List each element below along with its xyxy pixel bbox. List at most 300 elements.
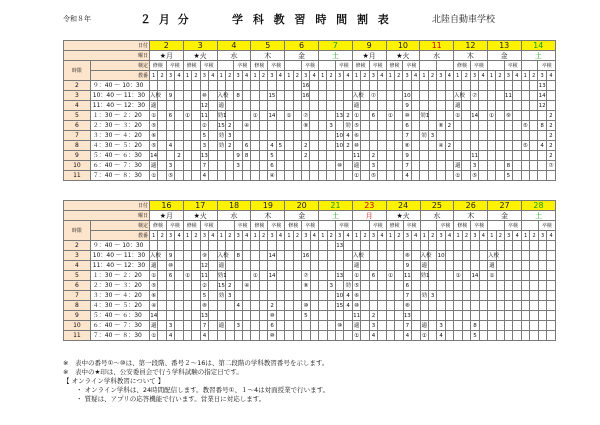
lesson-cell <box>529 121 537 131</box>
lesson-cell <box>276 271 284 281</box>
lesson-cell: 適 <box>454 102 461 109</box>
lesson-cell <box>327 91 335 101</box>
lesson-cell: 7 <box>200 321 208 331</box>
lesson-cell <box>344 261 352 271</box>
slot-number: 1 <box>420 71 428 81</box>
lesson-cell <box>310 141 318 151</box>
slot-number: 3 <box>302 71 310 81</box>
slot-number: 4 <box>276 231 284 241</box>
lesson-cell: ⑧ <box>404 302 410 309</box>
lesson-cell: ① <box>455 272 461 279</box>
date-cell: 11 <box>420 41 454 51</box>
page-title: 学 科 教 習 時 間 割 表 <box>232 13 392 26</box>
lesson-cell <box>471 261 479 271</box>
weekday-cell: 土 <box>521 211 555 221</box>
lesson-cell: 3 <box>234 161 242 171</box>
lesson-cell <box>361 151 369 161</box>
lesson-cell <box>175 161 183 171</box>
period-number: 4 <box>64 101 91 111</box>
lesson-cell <box>175 321 183 331</box>
lesson-cell <box>369 101 377 111</box>
lesson-cell <box>310 291 318 301</box>
lesson-cell: 16 <box>302 92 310 99</box>
lesson-cell: ⑨ <box>201 252 207 259</box>
lesson-cell <box>319 331 327 341</box>
lesson-cell <box>529 151 537 161</box>
lesson-cell <box>428 141 436 151</box>
lesson-cell <box>251 91 259 101</box>
slot-number: 1 <box>521 71 529 81</box>
lesson-cell <box>158 171 166 181</box>
lesson-cell <box>158 111 166 121</box>
slot-number: 3 <box>505 231 513 241</box>
lesson-cell <box>285 321 293 331</box>
date-cell: 2 <box>149 41 183 51</box>
lesson-cell <box>175 291 183 301</box>
lesson-cell: 7 <box>200 161 208 171</box>
lesson-cell <box>344 91 352 101</box>
lesson-cell <box>411 111 419 121</box>
lesson-cell <box>386 171 394 181</box>
lesson-cell <box>302 331 310 341</box>
lesson-cell: 2 <box>344 141 352 151</box>
lesson-cell <box>513 321 521 331</box>
period-number: 8 <box>64 301 91 311</box>
lesson-cell: ⑩ <box>404 112 410 119</box>
lesson-cell <box>496 301 504 311</box>
lesson-cell <box>268 81 276 91</box>
row-label-exam: 検定 <box>90 221 149 231</box>
lesson-cell <box>183 301 191 311</box>
period-time: ５：40 ～ ６：30 <box>90 311 149 321</box>
lesson-cell: 4 <box>234 301 242 311</box>
lesson-cell <box>344 331 352 341</box>
lesson-cell: 11 <box>471 152 479 159</box>
lesson-cell: 適 <box>218 102 225 109</box>
month-label: ２ 月 分 <box>140 13 191 26</box>
lesson-cell: 13 <box>200 312 208 319</box>
lesson-cell <box>471 241 479 251</box>
lesson-cell <box>479 331 487 341</box>
lesson-cell <box>327 251 335 261</box>
lesson-cell <box>378 141 386 151</box>
slot-number: 3 <box>166 71 174 81</box>
lesson-cell <box>513 111 521 121</box>
lesson-cell <box>285 81 293 91</box>
slot-number: 4 <box>547 231 556 241</box>
lesson-cell <box>344 81 352 91</box>
lesson-cell <box>251 121 259 131</box>
lesson-cell: 16 <box>302 252 310 259</box>
lesson-cell <box>437 281 445 291</box>
lesson-cell <box>428 241 436 251</box>
lesson-cell <box>293 91 301 101</box>
period-row <box>64 331 556 341</box>
lesson-cell: 3 <box>327 281 335 291</box>
lesson-cell <box>183 101 191 111</box>
lesson-cell: 2 <box>226 281 234 291</box>
lesson-cell: 10 <box>336 142 344 149</box>
lesson-cell <box>479 301 487 311</box>
lesson-cell <box>454 281 462 291</box>
lesson-cell <box>319 261 327 271</box>
period-time: ４：30 ～ ５：20 <box>90 141 149 151</box>
lesson-cell <box>378 281 386 291</box>
lesson-cell <box>513 131 521 141</box>
lesson-cell <box>521 101 529 111</box>
lesson-cell: 3 <box>166 161 174 171</box>
lesson-cell <box>158 281 166 291</box>
lesson-cell <box>529 131 537 141</box>
lesson-cell: 入校 <box>420 252 432 259</box>
lesson-cell <box>479 171 487 181</box>
lesson-cell <box>293 81 301 91</box>
slot-number: 1 <box>488 231 496 241</box>
period-time: ３：30 ～ ４：20 <box>90 291 149 301</box>
lesson-cell <box>513 141 521 151</box>
lesson-cell <box>386 251 394 261</box>
lesson-cell <box>445 321 453 331</box>
lesson-cell <box>217 331 225 341</box>
slot-number: 1 <box>352 231 360 241</box>
lesson-cell: 9 <box>166 251 174 261</box>
lesson-cell <box>521 111 529 121</box>
lesson-cell <box>175 141 183 151</box>
slot-number: 4 <box>242 71 250 81</box>
lesson-cell <box>251 141 259 151</box>
slot-number: 2 <box>394 71 402 81</box>
lesson-cell <box>285 281 293 291</box>
lesson-cell: 14 <box>268 112 276 119</box>
lesson-cell: 11 <box>403 272 411 279</box>
lesson-cell <box>268 121 276 131</box>
lesson-cell <box>234 141 242 151</box>
row-label-date: 日付 <box>64 201 150 211</box>
lesson-cell <box>175 111 183 121</box>
lesson-cell: ① <box>252 272 258 279</box>
lesson-cell <box>310 331 318 341</box>
lesson-cell <box>276 291 284 301</box>
lesson-cell: 2 <box>369 151 377 161</box>
lesson-cell <box>378 91 386 101</box>
lesson-cell: 3 <box>225 131 233 141</box>
lesson-cell: ① <box>286 112 292 119</box>
period-row <box>64 251 556 261</box>
lesson-cell <box>226 301 234 311</box>
lesson-cell <box>521 131 529 141</box>
lesson-cell <box>462 311 470 321</box>
lesson-cell <box>538 241 546 251</box>
exam-type-shuken: 修検 <box>352 61 369 71</box>
exam-type-shuken <box>488 221 505 231</box>
lesson-cell <box>369 241 377 251</box>
lesson-cell <box>276 311 284 321</box>
lesson-cell <box>209 141 217 151</box>
lesson-cell <box>158 101 166 111</box>
lesson-cell <box>479 161 487 171</box>
lesson-cell <box>437 311 445 321</box>
lesson-cell <box>217 151 225 161</box>
slot-number: 3 <box>234 71 242 81</box>
lesson-cell <box>496 101 504 111</box>
lesson-cell <box>487 91 495 101</box>
lesson-cell: 2 <box>445 141 453 151</box>
lesson-cell: ① <box>354 272 360 279</box>
lesson-cell <box>276 151 284 161</box>
lesson-cell <box>530 291 538 301</box>
lesson-cell: 適 <box>150 262 157 269</box>
lesson-cell <box>344 321 352 331</box>
lesson-cell <box>319 301 327 311</box>
exam-type-sotsuken: 卒検 <box>470 61 487 71</box>
lesson-cell <box>488 241 496 251</box>
lesson-cell: 5 <box>200 291 208 301</box>
lesson-cell <box>505 291 513 301</box>
lesson-cell: ① <box>185 272 190 279</box>
lesson-cell <box>259 331 267 341</box>
lesson-cell <box>547 291 556 301</box>
lesson-cell <box>394 81 402 91</box>
lesson-cell <box>285 161 293 171</box>
lesson-cell <box>251 151 259 161</box>
lesson-cell: ① <box>353 112 359 119</box>
lesson-cell <box>276 131 284 141</box>
lesson-cell <box>547 281 556 291</box>
slot-number: 1 <box>420 231 428 241</box>
lesson-cell <box>378 301 386 311</box>
lesson-cell <box>454 291 462 301</box>
period-row <box>64 281 556 291</box>
weekday-cell: 水 <box>217 211 251 221</box>
lesson-cell <box>234 291 242 301</box>
lesson-cell <box>175 121 183 131</box>
lesson-cell <box>217 241 225 251</box>
lesson-cell <box>166 311 174 321</box>
lesson-cell <box>285 131 293 141</box>
weekday-cell: 土 <box>318 51 352 61</box>
lesson-cell <box>268 281 276 291</box>
lesson-cell <box>242 171 250 181</box>
lesson-cell: 適 <box>421 322 427 329</box>
lesson-cell <box>513 101 521 111</box>
lesson-cell <box>462 271 470 281</box>
exam-type-shuken <box>217 61 234 71</box>
lesson-cell: 9 <box>403 101 411 111</box>
lesson-cell <box>175 171 183 181</box>
lesson-cell <box>513 81 521 91</box>
lesson-cell <box>521 81 529 91</box>
slot-number: 2 <box>293 71 301 81</box>
exam-type-sotsuken: 卒検 <box>234 61 251 71</box>
lesson-cell: ④ <box>244 122 250 129</box>
lesson-cell: ⑤ <box>370 172 376 179</box>
lesson-cell <box>166 151 174 161</box>
lesson-cell <box>242 81 250 91</box>
lesson-cell <box>395 321 403 331</box>
lesson-cell <box>445 161 453 171</box>
period-row <box>64 171 556 181</box>
lesson-cell: 12 <box>200 262 208 269</box>
lesson-cell <box>378 291 386 301</box>
lesson-cell <box>445 251 453 261</box>
lesson-cell: 2 <box>225 121 233 131</box>
lesson-cell: ⑩ <box>354 302 360 309</box>
lesson-cell <box>226 271 234 281</box>
lesson-cell: 入校 <box>488 252 500 259</box>
period-row <box>64 301 556 311</box>
lesson-cell <box>487 101 495 111</box>
lesson-cell: ⑦ <box>546 161 555 171</box>
lesson-cell <box>547 331 556 341</box>
lesson-cell: 3 <box>428 131 436 141</box>
lesson-cell <box>412 261 420 271</box>
lesson-cell <box>344 251 352 261</box>
lesson-cell <box>462 111 470 121</box>
lesson-cell <box>158 311 166 321</box>
lesson-cell <box>454 141 462 151</box>
lesson-cell: 8 <box>242 151 250 161</box>
exam-type-shuken <box>318 61 335 71</box>
lesson-cell <box>505 331 513 341</box>
lesson-cell <box>547 241 556 251</box>
lesson-cell <box>411 91 419 101</box>
lesson-cell <box>496 271 504 281</box>
lesson-cell <box>445 301 453 311</box>
lesson-cell <box>454 81 462 91</box>
lesson-cell <box>428 331 436 341</box>
lesson-cell <box>192 291 200 301</box>
slot-number: 1 <box>487 71 495 81</box>
lesson-cell <box>310 251 318 261</box>
lesson-cell: ② <box>201 282 207 289</box>
lesson-cell <box>529 111 537 121</box>
lesson-cell <box>386 91 394 101</box>
lesson-cell <box>319 321 327 331</box>
date-cell: 25 <box>420 201 454 211</box>
lesson-cell <box>302 161 310 171</box>
lesson-cell <box>411 121 419 131</box>
lesson-cell: 12 <box>538 102 546 109</box>
lesson-cell <box>428 101 436 111</box>
lesson-cell <box>344 171 352 181</box>
lesson-cell <box>437 171 445 181</box>
lesson-cell <box>479 311 487 321</box>
lesson-cell <box>319 281 327 291</box>
lesson-cell <box>310 121 318 131</box>
lesson-cell: ⑩ <box>337 162 342 169</box>
lesson-cell <box>242 291 250 301</box>
lesson-cell <box>412 271 420 281</box>
slot-number: 2 <box>530 231 538 241</box>
lesson-cell <box>209 291 217 301</box>
lesson-cell <box>285 301 293 311</box>
lesson-cell <box>183 81 191 91</box>
lesson-cell <box>462 161 470 171</box>
slot-number: 3 <box>437 231 445 241</box>
lesson-cell <box>479 261 487 271</box>
lesson-cell: ⑤ <box>151 282 157 289</box>
lesson-cell: 5 <box>302 311 310 321</box>
lesson-cell <box>445 151 453 161</box>
lesson-cell <box>496 241 504 251</box>
period-number: 6 <box>64 121 91 131</box>
period-number: 7 <box>64 131 91 141</box>
lesson-cell <box>335 101 343 111</box>
date-cell: 26 <box>454 201 488 211</box>
lesson-cell <box>276 281 284 291</box>
lesson-cell: 11 <box>353 312 361 319</box>
lesson-cell: 効1 <box>217 112 227 119</box>
weekday-cell: 金 <box>285 51 319 61</box>
exam-type-sotsuken: 卒検 <box>166 221 183 231</box>
lesson-cell <box>293 111 301 121</box>
lesson-cell <box>183 151 191 161</box>
lesson-cell <box>546 91 555 101</box>
lesson-cell <box>496 141 504 151</box>
lesson-cell <box>437 81 445 91</box>
period-time: ５：40 ～ ６：30 <box>90 151 149 161</box>
lesson-cell <box>293 301 301 311</box>
lesson-cell <box>183 261 191 271</box>
lesson-cell <box>538 111 546 121</box>
period-row <box>64 151 556 161</box>
lesson-cell <box>445 91 453 101</box>
lesson-cell <box>251 81 259 91</box>
note-online-questions: ・ 質疑は、アプリの応答機能で行います。営業日に対応します。 <box>76 395 266 403</box>
slot-number: 3 <box>538 231 546 241</box>
lesson-cell <box>158 81 166 91</box>
lesson-cell <box>529 161 537 171</box>
lesson-cell <box>310 301 318 311</box>
lesson-cell: 2 <box>175 151 183 161</box>
lesson-cell <box>378 261 386 271</box>
lesson-cell <box>158 131 166 141</box>
lesson-cell <box>259 151 267 161</box>
period-row <box>64 271 556 281</box>
lesson-cell <box>293 261 301 271</box>
slot-number: 4 <box>344 231 352 241</box>
lesson-cell <box>166 241 174 251</box>
lesson-cell <box>209 121 217 131</box>
lesson-cell <box>462 101 470 111</box>
slot-number: 1 <box>150 231 158 241</box>
lesson-cell <box>428 91 436 101</box>
lesson-cell <box>513 271 521 281</box>
lesson-cell: 14 <box>150 152 158 159</box>
lesson-cell <box>395 311 403 321</box>
date-cell: 23 <box>352 201 386 211</box>
lesson-cell <box>471 301 479 311</box>
lesson-cell <box>318 171 326 181</box>
lesson-cell <box>217 301 225 311</box>
lesson-cell: ⑧ <box>303 282 309 289</box>
slot-number: 3 <box>538 71 546 81</box>
lesson-cell <box>183 91 191 101</box>
lesson-cell <box>192 91 200 101</box>
lesson-cell <box>327 161 335 171</box>
slot-number: 2 <box>158 231 166 241</box>
period-row <box>64 321 556 331</box>
lesson-cell <box>420 101 428 111</box>
lesson-cell <box>226 241 234 251</box>
period-row <box>64 261 556 271</box>
lesson-cell <box>318 141 326 151</box>
lesson-cell <box>192 331 200 341</box>
lesson-cell <box>259 131 267 141</box>
lesson-cell <box>209 171 217 181</box>
lesson-cell <box>386 301 394 311</box>
lesson-cell <box>504 81 512 91</box>
